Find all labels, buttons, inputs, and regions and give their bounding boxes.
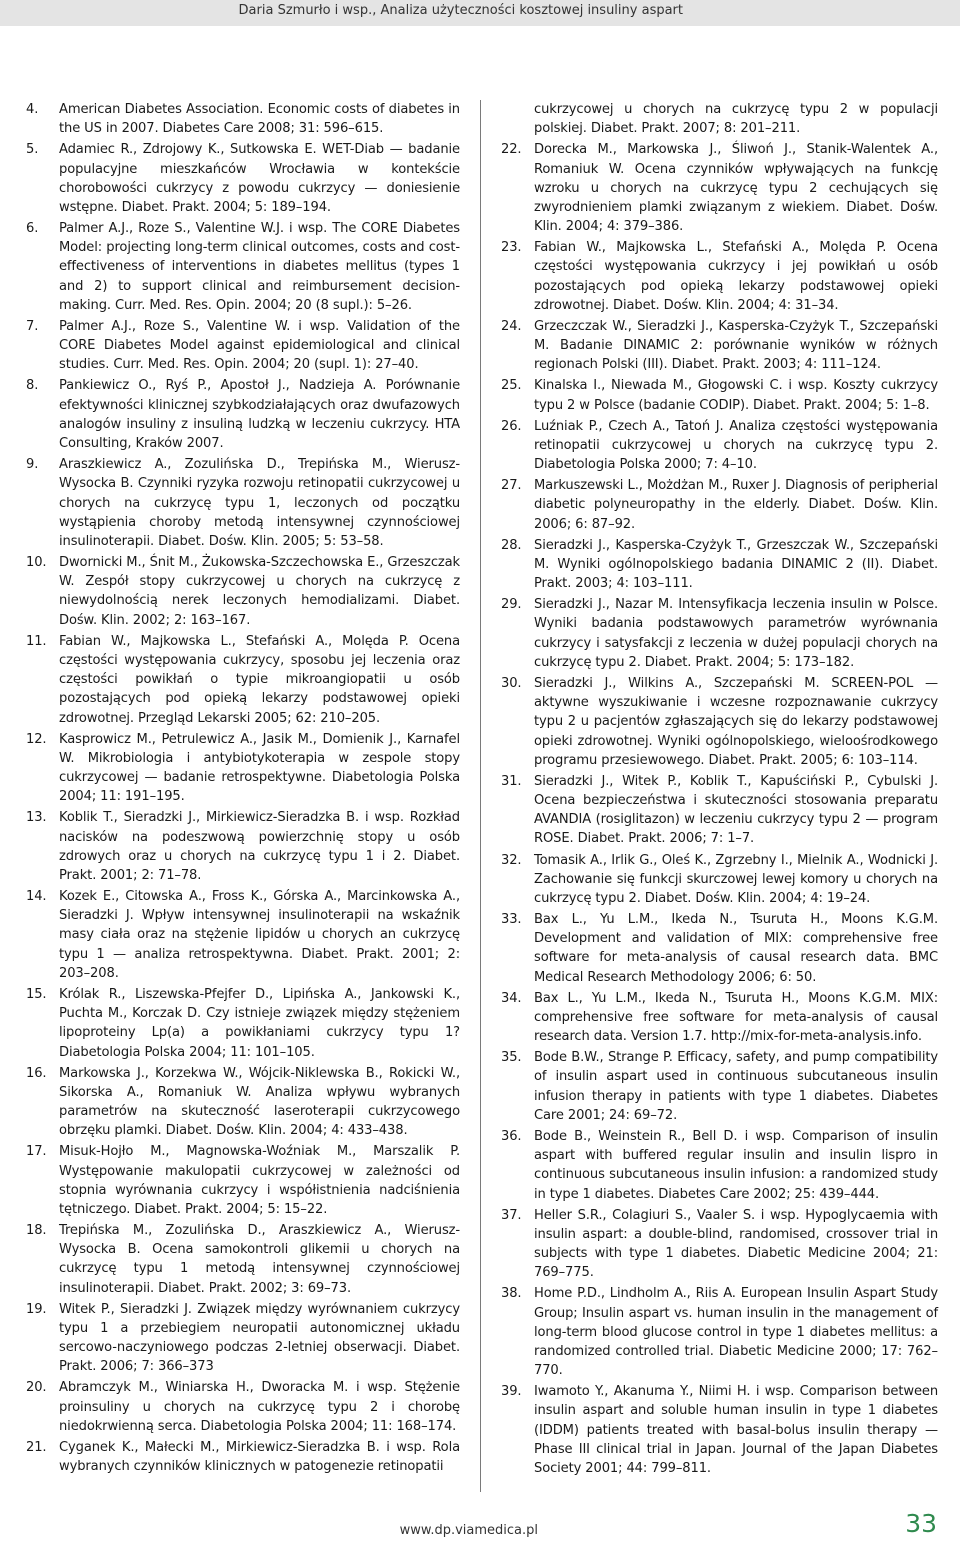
reference-text: Adamiec R., Zdrojowy K., Sutkowska E. WET-Diab — badanie populacyjne mieszkańców Wrocławia w kontekście chorobowości cukrzycy z powodu cukrzycy — doniesienie wstępne. Diabet. Prakt. 2004; 5: 189–194. xyxy=(59,142,460,215)
reference-text: Misuk-Hojło M., Magnowska-Woźniak M., Marszalik P. Występowanie makulopatii cukrzycowej w zależności od stopnia wyrównania cukrzycy i współistnienia nadciśnienia tętniczego. Diabet. Prakt. 2004; 5: 15–22. xyxy=(59,1144,460,1217)
reference-text: Kasprowicz M., Petrulewicz A., Jasik M., Domienik J., Karnafel W. Mikrobiologia i antybiotykoterapia w zespole stopy cukrzycowej — badanie retrospektywne. Diabetologia Polska 2004; 11: 191–195. xyxy=(59,731,460,805)
reference-number: 10. xyxy=(26,555,47,571)
reference-text: Markuszewski L., Możdżan M., Ruxer J. Diagnosis of peripherial diabetic polyneuropathy in the elderly. Diabet. Dośw. Klin. 2006; 6: 87–92. xyxy=(534,478,938,532)
reference-item xyxy=(501,772,938,849)
reference-item xyxy=(26,455,460,551)
reference-number: 28. xyxy=(501,537,522,553)
reference-number: 32. xyxy=(501,852,522,868)
reference-text: Pankiewicz O., Ryś P., Apostoł J., Nadzieja A. Porównanie efektywności klinicznej szybkodziałających oraz dwufazowych analogów insuliny z insuliną ludzką w leczeniu cukrzycy. HTA Consulting, Kraków 2007. xyxy=(59,378,460,452)
reference-number: 6. xyxy=(26,221,39,236)
column-divider xyxy=(480,100,481,1492)
reference-text: Bode B.W., Strange P. Efficacy, safety, and pump compatibility of insulin aspart used in continuous subcutaneous insulin infusion therapy in patients with type 1 diabetes. Diabetes Care 2001; 24: 69–72. xyxy=(534,1050,938,1123)
reference-item xyxy=(26,1378,460,1436)
reference-number: 7. xyxy=(26,318,39,334)
reference-item xyxy=(501,851,938,909)
reference-number: 33. xyxy=(501,912,522,928)
reference-item xyxy=(26,100,460,138)
reference-text: American Diabetes Association. Economic costs of diabetes in the US in 2007. Diabetes Care 2008; 31: 596–615. xyxy=(59,102,460,137)
reference-item xyxy=(501,476,938,534)
reference-text: Kozek E., Citowska A., Fross K., Górska A., Marcinkowska A., Sieradzki J. Wpływ intensywnej insulinoterapii na wskaźnik masy ciała oraz na stężenie lipidów u chorych an cukrzycę typu 1 — analiza retrospektywna. Diabet. Prakt. 2001; 2: 203–208. xyxy=(59,889,460,981)
reference-text: Dwornicki M., Śnit M., Żukowska-Szczechowska E., Grzeszczak W. Zespół stopy cukrzycowej u chorych na cukrzycę z niewydolnością nerek leczonych hemodializami. Diabet. Dośw. Klin. 2002; 2: 163–167. xyxy=(59,555,461,628)
reference-number: 24. xyxy=(501,318,522,334)
reference-item xyxy=(26,985,460,1062)
reference-text: cukrzycowej u chorych na cukrzycę typu 2 w populacji polskiej. Diabet. Prakt. 2007; 8: 201–211. xyxy=(534,102,938,137)
references-right-column xyxy=(501,100,938,1480)
reference-text: Palmer A.J., Roze S., Valentine W.J. i wsp. The CORE Diabetes Model: projecting long-term clinical outcomes, costs and cost-effectiveness of interventions in diabetes mellitus (types 1 and 2) to support clinical and reimbursement decision-making. Curr. Med. Res. Opin. 2004; 20 (8 supl.): 5–26. xyxy=(59,221,460,313)
reference-item xyxy=(26,140,460,217)
reference-text: Grzeczczak W., Sieradzki J., Kasperska-Czyżyk T., Szczepański M. Badanie DINAMIC 2: porównanie wyników w różnych regionach Polski (III). Diabet. Prakt. 2003; 4: 111–124. xyxy=(534,318,938,373)
reference-number xyxy=(501,100,534,138)
reference-number: 36. xyxy=(501,1128,522,1144)
reference-number: 9. xyxy=(26,457,39,473)
reference-text: Tomasik A., Irlik G., Oleś K., Zgrzebny I., Mielnik A., Wodnicki J. Zachowanie się funkcji skurczowej lewej komory u chorych na cukrzycę typu 2. Diabet. Dośw. Klin. 2004; 4: 19–24. xyxy=(534,852,938,906)
reference-number: 15. xyxy=(26,986,47,1002)
reference-item xyxy=(26,1438,460,1476)
reference-item xyxy=(26,808,460,885)
reference-number: 8. xyxy=(26,378,39,394)
reference-number: 18. xyxy=(26,1223,47,1239)
reference-text: Palmer A.J., Roze S., Valentine W. i wsp. Validation of the CORE Diabetes Model against epidemiological and clinical studies. Curr. Med. Res. Opin. 2004; 20 (supl. 1): 27–40. xyxy=(59,318,460,373)
reference-item xyxy=(501,674,938,770)
reference-item xyxy=(501,417,938,475)
reference-item xyxy=(26,730,460,807)
reference-item xyxy=(501,376,938,414)
reference-item xyxy=(26,376,460,453)
reference-number: 29. xyxy=(501,597,522,613)
reference-text: Cyganek K., Małecki M., Mirkiewicz-Sieradzka B. i wsp. Rola wybranych czynników klinicznych w patogenezie retinopatii xyxy=(59,1439,460,1475)
reference-text: Dorecka M., Markowska J., Śliwoń J., Stanik-Walentek A., Romaniuk W. Ocena czynników wpływających na funkcję wzroku u chorych na cukrzycę typu 2 cechujących się zwyrodnieniem plamki związanym z wiekiem. Diabet. Dośw. Klin. 2004; 4: 379–386. xyxy=(534,142,938,235)
reference-item xyxy=(501,238,938,315)
reference-number: 21. xyxy=(26,1439,47,1455)
reference-item xyxy=(501,1284,938,1380)
reference-text: Abramczyk M., Winiarska H., Dworacka M. i wsp. Stężenie proinsuliny u chorych na cukrzycę typu 2 i chorobę niedokrwienną serca. Diabetologia Polska 2004; 11: 168–174. xyxy=(59,1380,460,1434)
running-head: Daria Szmurło i wsp., Analiza użyteczności kosztowej insuliny aspart xyxy=(0,0,960,26)
reference-number: 23. xyxy=(501,240,522,256)
reference-text: Koblik T., Sieradzki J., Mirkiewicz-Sieradzka B. i wsp. Rozkład nacisków na podeszwową powierzchnię stopy u osób zdrowych oraz u chorych na cukrzycę typu 1 i 2. Diabet. Prakt. 2001; 2: 71–78. xyxy=(59,810,460,883)
reference-number: 16. xyxy=(26,1065,47,1081)
reference-number: 14. xyxy=(26,889,47,905)
reference-item xyxy=(26,887,460,983)
reference-number: 19. xyxy=(26,1301,47,1317)
reference-text: Bode B., Weinstein R., Bell D. i wsp. Comparison of insulin aspart with buffered regular insulin and insulin lispro in continuous subcutaneous insulin infusion: a randomized study in type 1 diabetes. Diabetes Care 2002; 25: 439–444. xyxy=(534,1128,938,1202)
reference-number: 13. xyxy=(26,810,47,826)
reference-text: Fabian W., Majkowska L., Stefański A., Molęda P. Ocena częstości występowania cukrzycy, sposobu jej leczenia oraz częstości powikłań o typie mikroangiopatii u osób pozostających pod opieką lekarzy podstawowej opieki zdrowotnej. Przegląd Lekarski 2005; 62: 210–205. xyxy=(59,633,460,726)
reference-text: Królak R., Liszewska-Pfejfer D., Lipińska A., Jankowski K., Puchta M., Korczak D. Czy istnieje związek między stężeniem lipoproteiny Lp(a) a powikłaniami cukrzycy typu 1? Diabetologia Polska 2004; 11: 101–105. xyxy=(59,986,460,1060)
reference-item xyxy=(501,910,938,987)
reference-item xyxy=(501,140,938,236)
reference-number: 34. xyxy=(501,990,522,1006)
reference-number: 30. xyxy=(501,675,522,691)
reference-number: 27. xyxy=(501,478,522,494)
reference-item xyxy=(501,1206,938,1283)
reference-number: 38. xyxy=(501,1286,522,1302)
reference-text: Iwamoto Y., Akanuma Y., Niimi H. i wsp. Comparison between insulin aspart and soluble human insulin in type 1 diabetes (IDDM) patients treated with basal-bolus insulin therapy — Phase III clinical trial in Japan. Journal of the Japan Diabetes Society 2001; 44: 799–811. xyxy=(534,1384,938,1477)
journal-url[interactable]: www.dp.viamedica.pl xyxy=(399,1523,538,1538)
reference-item xyxy=(26,1221,460,1298)
reference-number: 4. xyxy=(26,102,39,117)
reference-item xyxy=(501,595,938,672)
reference-item xyxy=(501,1127,938,1204)
reference-number: 5. xyxy=(26,142,39,158)
reference-item xyxy=(26,219,460,315)
reference-item xyxy=(501,989,938,1047)
reference-number: 37. xyxy=(501,1207,522,1223)
reference-number: 31. xyxy=(501,773,522,789)
reference-item xyxy=(26,1064,460,1141)
reference-item xyxy=(26,553,460,630)
reference-item xyxy=(501,317,938,375)
reference-text: Kinalska I., Niewada M., Głogowski C. i wsp. Koszty cukrzycy typu 2 w Polsce (badanie CODIP). Diabet. Prakt. 2004; 5: 1–8. xyxy=(534,378,938,413)
references-left-column xyxy=(26,100,460,1478)
reference-number: 39. xyxy=(501,1384,522,1400)
reference-text: Bax L., Yu L.M., Ikeda N., Tsuruta H., Moons K.G.M. Development and validation of MIX: comprehensive free software for meta-analysis of causal research data. BMC Medical Research Methodology 2006; 6: 50. xyxy=(534,912,938,985)
reference-text: Markowska J., Korzekwa W., Wójcik-Niklewska B., Rokicki W., Sikorska A., Romaniuk W. Analiza wpływu wybranych parametrów na skuteczność laseroterapii cukrzycowego obrzęku plamki. Diabet. Dośw. Klin. 2004; 4: 433–438. xyxy=(59,1065,460,1139)
reference-item xyxy=(501,1382,938,1478)
reference-item xyxy=(26,1300,460,1377)
reference-text: Araszkiewicz A., Zozulińska D., Trepińska M., Wierusz-Wysocka B. Czynniki ryzyka rozwoju retinopatii cukrzycowej u chorych na cukrzycę typu 1, leczonych od początku wystąpienia choroby metodą intensywnej czynnościowej insulinoterapii. Diabet. Dośw. Klin. 2005; 5: 53–58. xyxy=(59,457,460,549)
reference-text: Home P.D., Lindholm A., Riis A. European Insulin Aspart Study Group; Insulin aspart vs. human insulin in the management of long-term blood glucose control in type 1 diabetes mellitus: a randomized controlled trial. Diabetic Medicine 2000; 17: 762–770. xyxy=(534,1286,938,1379)
reference-text: Bax L., Yu L.M., Ikeda N., Tsuruta H., Moons K.G.M. MIX: comprehensive free software for meta-analysis of causal research data. Version 1.7. http://mix-for-meta-analysis.info. xyxy=(534,990,938,1045)
reference-text: Sieradzki J., Witek P., Koblik T., Kapuściński P., Cybulski J. Ocena bezpieczeństwa i skuteczności stosowania preparatu AVANDIA (rosiglitazon) w leczeniu cukrzycy typu 2 — program ROSE. Diabet. Prakt. 2006; 7: 1–7. xyxy=(534,773,938,847)
reference-number: 12. xyxy=(26,731,47,747)
reference-text: Trepińska M., Zozulińska D., Araszkiewicz A., Wierusz-Wysocka B. Ocena samokontroli glikemii u chorych na cukrzycę typu 1 metodą intensywnej czynnościowej insulinoterapii. Diabet. Prakt. 2002; 3: 69–73. xyxy=(59,1223,460,1296)
reference-number: 26. xyxy=(501,418,522,434)
reference-item xyxy=(26,317,460,375)
reference-number: 11. xyxy=(26,633,47,649)
page-number: 33 xyxy=(905,1509,937,1538)
reference-number: 20. xyxy=(26,1380,47,1396)
reference-number: 17. xyxy=(26,1144,47,1160)
reference-item xyxy=(501,1048,938,1125)
reference-text: Sieradzki J., Wilkins A., Szczepański M. SCREEN-POL — aktywne wyszukiwanie i wczesne rozpoznawanie cukrzycy typu 2 u pacjentów zgłaszających się do lekarzy podstawowej opieki zdrowotnej. Wyniki ogólnopolskiego, wieloośrodkowego programu przesiewowego. Diabet. Prakt. 2005; 6: 103–114. xyxy=(534,675,938,768)
reference-text: Heller S.R., Colagiuri S., Vaaler S. i wsp. Hypoglycaemia with insulin aspart: a double-blind, randomised, crossover trial in subjects with type 1 diabetes. Diabetic Medicine 2004; 21: 769–775. xyxy=(534,1207,938,1281)
reference-number: 35. xyxy=(501,1050,522,1066)
reference-number: 22. xyxy=(501,142,522,158)
reference-text: Sieradzki J., Nazar M. Intensyfikacja leczenia insulin w Polsce. Wyniki badania podstawowych parametrów wyrównania cukrzycy i satysfakcji z leczenia w dużej populacji chorych na cukrzycę typu 2. Diabet. Prakt. 2004; 5: 173–182. xyxy=(534,597,938,670)
reference-number: 25. xyxy=(501,378,522,394)
reference-text: Fabian W., Majkowska L., Stefański A., Molęda P. Ocena częstości występowania cukrzycy i jej powikłań u osób pozostających pod opieką lekarzy podstawowej opieki zdrowotnej. Diabet. Dośw. Klin. 2004; 4: 31–34. xyxy=(534,240,938,313)
reference-item xyxy=(26,632,460,728)
reference-text: Sieradzki J., Kasperska-Czyżyk T., Grzeszczak W., Szczepański M. Wyniki ogólnopolskiego badania DINAMIC 2 (II). Diabet. Prakt. 2003; 4: 103–111. xyxy=(534,537,938,592)
reference-item xyxy=(26,1142,460,1219)
reference-item xyxy=(501,100,938,138)
reference-item xyxy=(501,536,938,594)
reference-text: Luźniak P., Czech A., Tatoń J. Analiza częstości występowania retinopatii cukrzycowej u chorych na cukrzycę typu 2. Diabetologia Polska 2000; 7: 4–10. xyxy=(534,418,938,473)
reference-text: Witek P., Sieradzki J. Związek między wyrównaniem cukrzycy typu 1 a przebiegiem neuropatii autonomicznej układu sercowo-naczyniowego podczas 2-letniej obserwacji. Diabet. Prakt. 2006; 7: 366–373 xyxy=(59,1301,460,1375)
